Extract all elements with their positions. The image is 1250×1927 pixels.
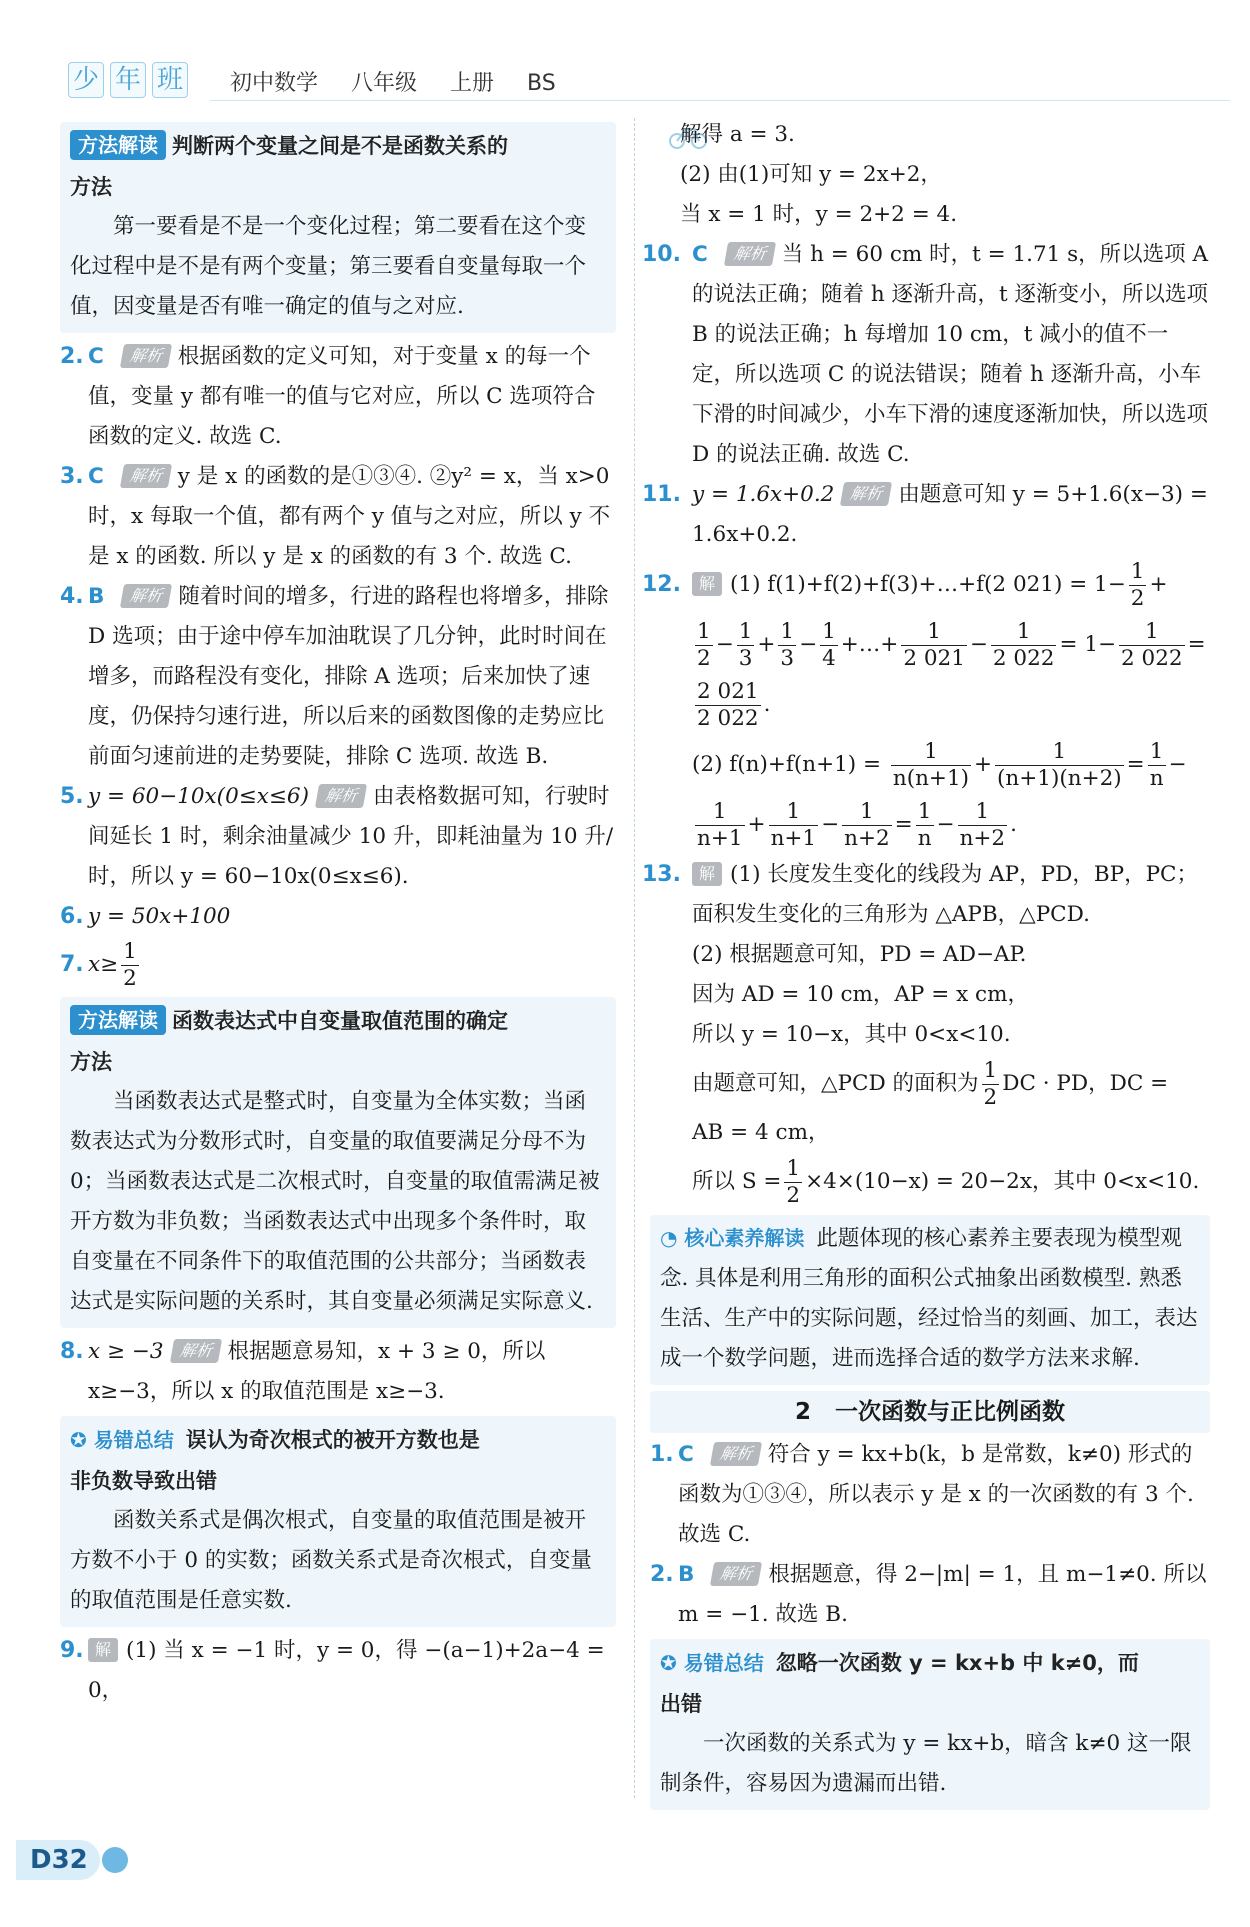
error-box	[650, 1639, 1210, 1810]
question-number: 8.	[60, 1339, 84, 1364]
solution-line: 解得 a = 3.	[680, 122, 795, 147]
logo-char: 班	[152, 62, 188, 98]
section-number: 2	[794, 1399, 811, 1425]
column-divider	[634, 118, 635, 1798]
circle-decoration-icon	[102, 1847, 128, 1873]
method-badge: 方法解读	[70, 130, 166, 160]
question-number: 7.	[60, 952, 84, 977]
solution-text: ×4×(10−x) = 20−2x，其中 0<x<10.	[805, 1169, 1200, 1194]
equation-text: (1) f(1)+f(2)+f(3)+…+f(2 021) = 1−	[730, 572, 1126, 597]
analysis-tag: 解析	[840, 482, 892, 506]
solution-line: 由题意可知，△PCD 的面积为 $\frac{1}{2}$ DC · PD，DC =	[692, 1057, 1169, 1110]
answer: B	[88, 584, 105, 609]
subject: 初中数学	[230, 71, 319, 96]
section-title: 一次函数与正比例函数	[835, 1399, 1066, 1425]
analysis-tag: 解析	[710, 1442, 762, 1466]
method-heading	[70, 126, 606, 167]
error-badge-label: 易错总结	[93, 1428, 174, 1452]
answer-item	[60, 577, 616, 777]
brand-logo	[60, 56, 210, 102]
answer: C	[678, 1442, 694, 1467]
solution-tag: 解	[692, 862, 722, 886]
answer: C	[692, 242, 708, 267]
solution-text: 所以 S =	[692, 1169, 782, 1194]
method-title-cont: 方法	[70, 175, 112, 199]
solution-line: $\frac{1}{n+1}$ + $\frac{1}{n+1}$ − $\frac{1}{n+2}$ = $\frac{1}{n}$ − $\frac{1}{n+2}$ .	[697, 798, 1017, 851]
answer-text: 由表格数据可知，行驶时间延长 1 时，剩余油量减少 10 升，即耗油量为 10 升/时，所以 y = 60−10x(0≤x≤6).	[88, 784, 614, 889]
question-number: 4.	[60, 584, 84, 609]
book-info	[230, 66, 582, 97]
error-body: 函数关系式是偶次根式，自变量的取值范围是被开方数不小于 0 的实数；函数关系式是奇次根式，自变量的取值范围是任意实数.	[70, 1508, 592, 1613]
answer-text: y 是 x 的函数的是①③④. ②y² = x，当 x>0 时，x 每取一个值，都有两个 y 值与之对应，所以 y 不是 x 的函数. 所以 y 是 x 的函数的有 3 个. 故选 C.	[88, 464, 611, 569]
solution-line	[692, 855, 1210, 895]
error-heading	[70, 1420, 606, 1461]
left-column	[60, 118, 616, 1711]
solution-text: (1) 长度发生变化的线段为 AP，PD，BP，PC；	[730, 862, 1199, 887]
bulb-icon: ✪	[70, 1428, 87, 1452]
analysis-tag: 解析	[120, 344, 172, 368]
solution-line: 因为 AD = 10 cm，AP = x cm，	[692, 982, 1029, 1007]
section-heading	[650, 1391, 1210, 1433]
fraction	[121, 939, 139, 992]
solution-line: (2) 由(1)可知 y = 2x+2，	[680, 162, 942, 187]
edition: BS	[527, 71, 556, 96]
method-box	[60, 122, 616, 333]
answer-item	[60, 897, 616, 937]
solution-text: DC · PD，DC =	[1002, 1071, 1169, 1096]
answer-item	[642, 855, 1210, 1211]
answer: y = 60−10x(0≤x≤6)	[88, 784, 309, 809]
logo-char: 少	[68, 62, 104, 98]
equation-text: (2) f(n)+f(n+1) =	[692, 752, 888, 777]
solution-line: (2) f(n)+f(n+1) = $\frac{1}{n(n+1)}$ + $\frac{1}{(n+1)(n+2)}$ = $\frac{1}{n}$ −	[692, 738, 1187, 791]
answer: y = 50x+100	[88, 904, 231, 929]
page-header	[60, 56, 1230, 106]
analysis-tag: 解析	[315, 784, 367, 808]
question-number: 3.	[60, 464, 84, 489]
question-number: 2.	[60, 344, 84, 369]
answer: x≥	[88, 952, 119, 977]
method-title: 函数表达式中自变量取值范围的确定	[172, 1009, 508, 1033]
core-badge-label: 核心素养解读	[684, 1226, 805, 1250]
core-body: 此题体现的核心素养主要表现为模型观念. 具体是利用三角形的面积公式抽象出函数模型. 熟悉生活、生产中的实际问题，经过恰当的刻画、加工，表达成一个数学问题，进而选择合适的数学方法来求解.	[660, 1226, 1198, 1371]
error-badge	[70, 1425, 180, 1455]
solution-line: AB = 4 cm，	[692, 1120, 830, 1145]
page-number: D32	[16, 1840, 100, 1880]
answer-item	[642, 555, 1210, 855]
analysis-tag: 解析	[120, 584, 172, 608]
answer-item	[642, 475, 1210, 555]
error-body: 一次函数的关系式为 y = kx+b，暗含 k≠0 这一限制条件，容易因为遗漏而出错.	[660, 1731, 1192, 1796]
answer-item	[60, 457, 616, 577]
error-heading	[660, 1643, 1200, 1684]
punctuation: .	[1010, 812, 1017, 837]
error-box	[60, 1416, 616, 1627]
solution-tag: 解	[692, 572, 722, 596]
solution-line: (2) 根据题意可知，PD = AD−AP.	[692, 942, 1027, 967]
answer: B	[678, 1562, 695, 1587]
question-number: 5.	[60, 784, 84, 809]
answer-item	[60, 1332, 616, 1412]
question-number: 2.	[650, 1562, 674, 1587]
answer: C	[88, 344, 104, 369]
answer-text: 根据函数的定义可知，对于变量 x 的每一个值，变量 y 都有唯一的值与它对应，所以 C 选项符合函数的定义. 故选 C.	[88, 344, 596, 449]
solution-text: 由题意可知，△PCD 的面积为	[692, 1071, 979, 1096]
analysis-tag: 解析	[120, 464, 172, 488]
question-number: 6.	[60, 904, 84, 929]
answer-text: (1) 当 x = −1 时，y = 0，得 −(a−1)+2a−4 = 0，	[88, 1638, 605, 1703]
answer-text: 由题意可知 y = 5+1.6(x−3) = 1.6x+0.2.	[692, 482, 1208, 547]
method-box	[60, 997, 616, 1328]
question-number: 10.	[642, 242, 681, 267]
solution-line: 所以 S = $\frac{1}{2}$ ×4×(10−x) = 20−2x，其中 0<x<10.	[692, 1155, 1200, 1208]
numerator: 1	[123, 938, 137, 964]
solution-tag: 解	[88, 1638, 118, 1662]
answer: C	[88, 464, 104, 489]
solution-line: 当 x = 1 时，y = 2+2 = 4.	[680, 202, 958, 227]
analysis-tag: 解析	[710, 1562, 762, 1586]
answer-item	[60, 1631, 616, 1711]
right-column	[642, 115, 1210, 1814]
error-title-cont: 非负数导致出错	[70, 1469, 217, 1493]
error-badge	[660, 1648, 770, 1678]
question-number: 11.	[642, 482, 681, 507]
question-number: 1.	[650, 1442, 674, 1467]
answer-item	[650, 1435, 1210, 1555]
answer-item	[60, 937, 616, 993]
page-footer	[16, 1840, 128, 1884]
method-title: 判断两个变量之间是不是函数关系的	[172, 134, 508, 158]
header-rule	[210, 100, 1230, 101]
answer-text: 当 h = 60 cm 时，t = 1.71 s，所以选项 A 的说法正确；随着 h 逐渐升高，t 逐渐变小，所以选项 B 的说法正确；h 每增加 10 cm，t 减小的值不一定，所以选项 C 的说法错误；随着 h 逐渐升高，小车下滑的时间减少，小车下滑的速度逐渐加快，所以选项 D 的说法正确. 故选 C.	[692, 242, 1209, 467]
method-heading	[70, 1001, 606, 1042]
volume: 上册	[450, 71, 495, 96]
solution-line: 所以 y = 10−x，其中 0<x<10.	[692, 1022, 1011, 1047]
punctuation: .	[763, 692, 771, 717]
question-number: 13.	[642, 862, 681, 887]
chart-icon: ◔	[660, 1226, 678, 1250]
method-body: 当函数表达式是整式时，自变量为全体实数；当函数表达式为分数形式时，自变量的取值要满足分母不为 0；当函数表达式是二次根式时，自变量的取值需满足被开方数为非负数；当函数表达式中出现多个条件时，取自变量在不同条件下的取值范围的公共部分；当函数表达式是实际问题的关系时，其自变量必须满足实际意义.	[70, 1089, 600, 1314]
error-badge-label: 易错总结	[683, 1651, 764, 1675]
core-badge	[660, 1223, 810, 1253]
answer-item	[650, 1555, 1210, 1635]
solution-line: 解 (1) f(1)+f(2)+f(3)+…+f(2 021) = 1− $\frac{1}{2}$ +	[692, 555, 1210, 615]
method-title-cont: 方法	[70, 1050, 112, 1074]
error-title: 忽略一次函数 y = kx+b 中 k≠0，而	[775, 1651, 1139, 1675]
fraction: $\frac{1}{2}$	[1130, 558, 1145, 611]
analysis-tag: 解析	[724, 242, 776, 266]
error-title: 误认为奇次根式的被开方数也是	[185, 1428, 480, 1452]
grade: 八年级	[351, 71, 418, 96]
core-literacy-box	[650, 1215, 1210, 1385]
denominator: 2	[123, 965, 137, 991]
answer-text: 根据题意，得 2−|m| = 1，且 m−1≠0. 所以 m = −1. 故选 B.	[678, 1562, 1207, 1627]
answer: y = 1.6x+0.2	[692, 482, 835, 507]
answer-item	[60, 337, 616, 457]
answer: x ≥ −3	[88, 1339, 164, 1364]
solution-line: $\frac{1}{2}$ − $\frac{1}{3}$ + $\frac{1}{3}$ − $\frac{1}{4}$ +…+ $\frac{1}{2 021}$ − $\frac{1}{2 022}$ = 1− $\frac{1}{2 022}$ = $\frac{2 021}{2 022}$ .	[697, 618, 1206, 731]
answer-text: 根据题意易知，x + 3 ≥ 0，所以 x≥−3，所以 x 的取值范围是 x≥−3.	[88, 1339, 546, 1404]
bulb-icon: ✪	[660, 1651, 677, 1675]
method-badge: 方法解读	[70, 1005, 166, 1035]
question-number: 9.	[60, 1638, 84, 1663]
answer-item	[642, 235, 1210, 475]
analysis-tag: 解析	[169, 1339, 221, 1363]
solution-line: 面积发生变化的三角形为 △APB，△PCD.	[692, 902, 1090, 927]
method-body: 第一要看是不是一个变化过程；第二要看在这个变化过程中是不是有两个变量；第三要看自变量每取一个值，因变量是否有唯一确定的值与之对应.	[70, 214, 587, 319]
answer-text: 随着时间的增多，行进的路程也将增多，排除 D 选项；由于途中停车加油耽误了几分钟，此时时间在增多，而路程没有变化，排除 A 选项；后来加快了速度，仍保持匀速行进，所以后来的函数图像的走势应比前面匀速前进的走势要陡，排除 C 选项. 故选 B.	[88, 584, 609, 769]
logo-char: 年	[110, 62, 146, 98]
answer-item	[60, 777, 616, 897]
error-title-cont: 出错	[660, 1692, 702, 1716]
question-number: 12.	[642, 572, 681, 597]
answer-text: 符合 y = kx+b(k，b 是常数，k≠0) 形式的函数为①③④，所以表示 y 是 x 的一次函数的有 3 个. 故选 C.	[678, 1442, 1194, 1547]
q9-continued	[650, 115, 1210, 235]
